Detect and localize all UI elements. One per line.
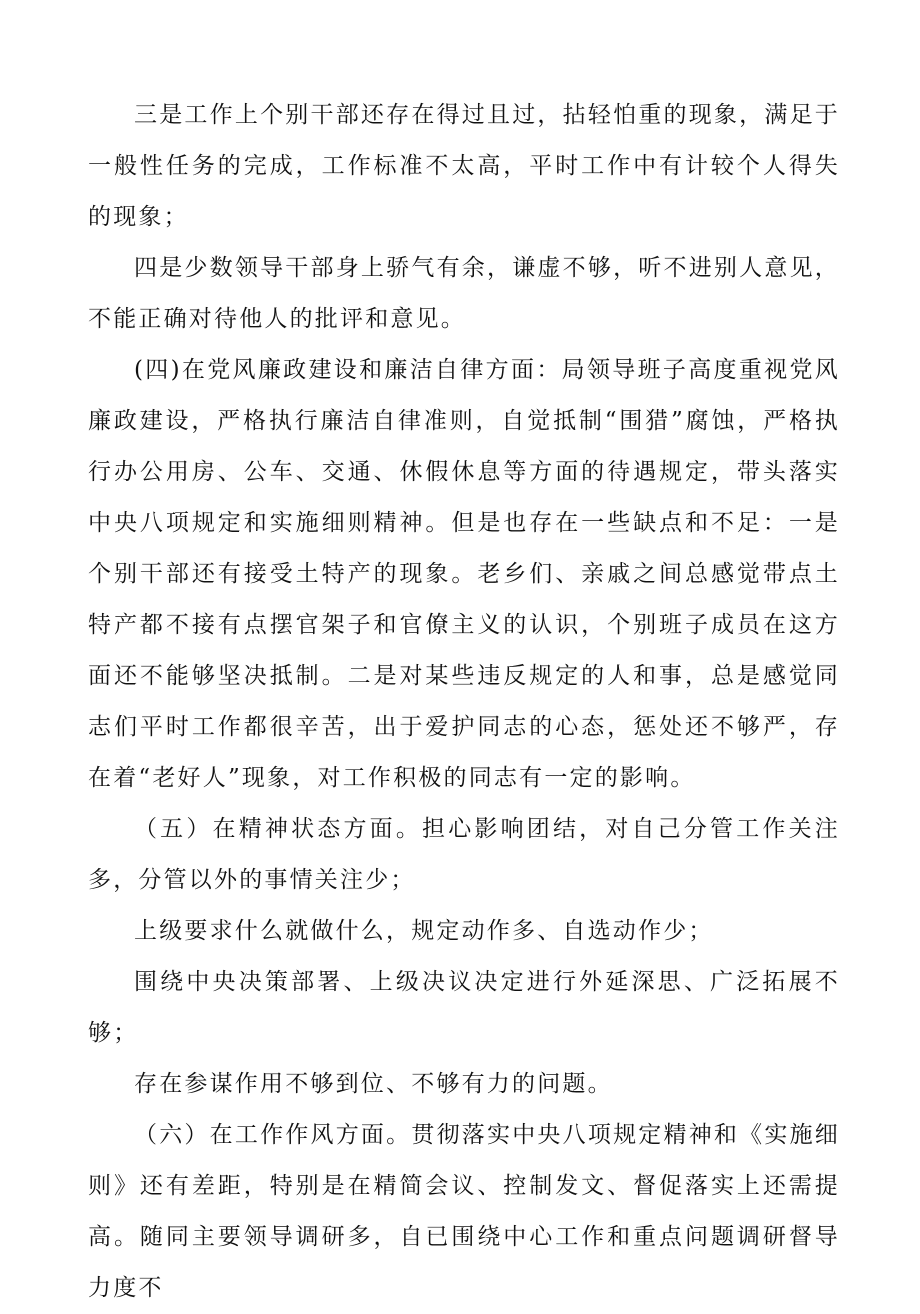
paragraph-item-3: 三是工作上个别干部还存在得过且过，拈轻怕重的现象，满足于一般性任务的完成，工作标准不太高，平时工作中有计较个人得失的现象； — [88, 102, 840, 230]
paragraph-section-4: (四)在党风廉政建设和廉洁自律方面：局领导班子高度重视党风廉政建设，严格执行廉洁自律准则，自觉抵制“围猎”腐蚀，严格执行办公用房、公车、交通、休假休息等方面的待遇规定，带头落实中央八项规定和实施细则精神。但是也存在一些缺点和不足：一是个别干部还有接受土特产的现象。老乡们、亲戚之间总感觉带点土特产都不接有点摆官架子和官僚主义的认识，个别班子成员在这方面还不能够坚决抵制。二是对某些违反规定的人和事，总是感觉同志们平时工作都很辛苦，出于爱护同志的心态，惩处还不够严，存在着“老好人”现象，对工作积极的同志有一定的影响。 — [88, 357, 840, 791]
paragraph-section-6: （六）在工作作风方面。贯彻落实中央八项规定精神和《实施细则》还有差距，特别是在精简会议、控制发文、督促落实上还需提高。随同主要领导调研多，自已围绕中心工作和重点问题调研督导力度不 — [88, 1122, 840, 1301]
paragraph-item-4: 四是少数领导干部身上骄气有余，谦虚不够，听不进别人意见，不能正确对待他人的批评和意见。 — [88, 255, 840, 332]
paragraph-section-5-point-2: 围绕中央决策部署、上级决议决定进行外延深思、广泛拓展不够； — [88, 969, 840, 1046]
document-body — [88, 90, 840, 1314]
paragraph-section-5-point-3: 存在参谋作用不够到位、不够有力的问题。 — [134, 1071, 613, 1097]
paragraph-section-5: （五）在精神状态方面。担心影响团结，对自己分管工作关注多，分管以外的事情关注少； — [88, 816, 840, 893]
paragraph-section-5-point-1: 上级要求什么就做什么，规定动作多、自选动作少； — [134, 918, 714, 944]
